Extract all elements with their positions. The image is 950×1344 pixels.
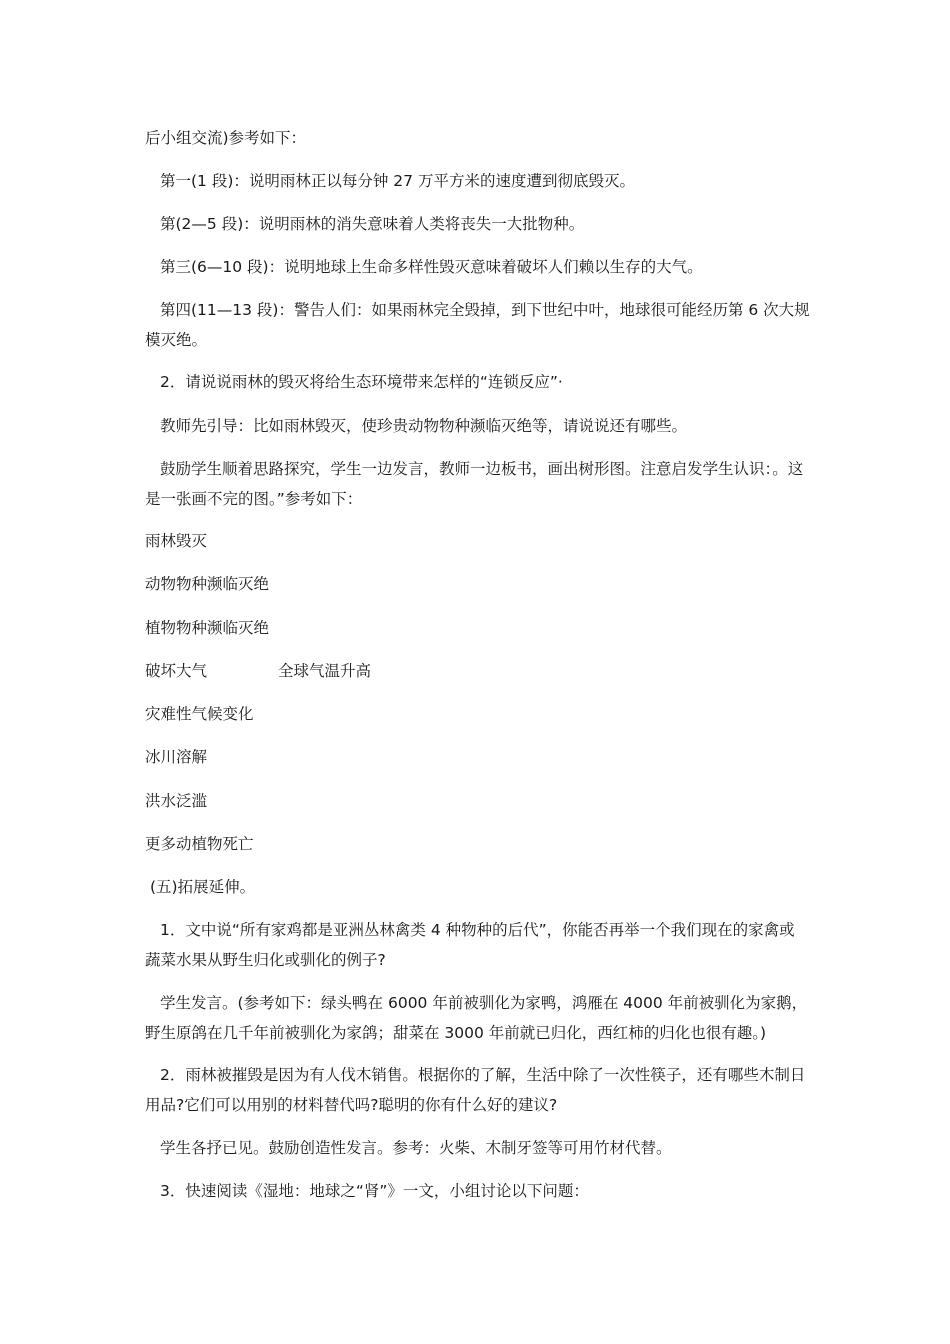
tree-node: 冰川溶解 bbox=[145, 748, 208, 766]
paragraph: 第一(1 段)：说明雨林正以每分钟 27 万平方米的速度遭到彻底毁灭。 bbox=[160, 172, 635, 190]
paragraph: 2．雨林被摧毁是因为有人伐木销售。根据你的了解，生活中除了一次性筷子，还有哪些木制日用品?它们可以用别的材料替代吗?聪明的你有什么好的建议? bbox=[145, 1066, 806, 1114]
tree-node: 动物物种濒临灭绝 bbox=[145, 575, 270, 593]
paragraph: 教师先引导：比如雨林毁灭，使珍贵动物物种濒临灭绝等，请说说还有哪些。 bbox=[160, 417, 688, 435]
tree-node-row bbox=[145, 656, 810, 686]
tree-node: 植物物种濒临灭绝 bbox=[145, 619, 270, 637]
tree-node: 破坏大气 bbox=[145, 662, 208, 680]
section-heading: (五)拓展延伸。 bbox=[150, 878, 256, 896]
paragraph: 第四(11—13 段)：警告人们：如果雨林完全毁掉，到下世纪中叶，地球很可能经历第 6 次大规模灭绝。 bbox=[145, 301, 810, 349]
paragraph: 后小组交流)参考如下： bbox=[145, 129, 307, 147]
paragraph: 3．快速阅读《湿地：地球之“肾”》一文，小组讨论以下问题： bbox=[160, 1182, 589, 1200]
paragraph: 学生各抒已见。鼓励创造性发言。参考：火柴、木制牙签等可用竹材代替。 bbox=[160, 1139, 672, 1157]
tree-node: 洪水泛滥 bbox=[145, 792, 208, 810]
tree-node: 雨林毁灭 bbox=[145, 532, 208, 550]
tree-node: 全球气温升高 bbox=[278, 662, 372, 680]
paragraph: 第(2—5 段)：说明雨林的消失意味着人类将丧失一大批物种。 bbox=[160, 215, 585, 233]
paragraph: 鼓励学生顺着思路探究，学生一边发言，教师一边板书，画出树形图。注意启发学生认识：。这是一张画不完的图。”参考如下： bbox=[145, 460, 804, 508]
tree-node: 更多动植物死亡 bbox=[145, 835, 254, 853]
paragraph: 1．文中说“所有家鸡都是亚洲丛林禽类 4 种物种的后代”，你能否再举一个我们现在的家禽或蔬菜水果从野生归化或驯化的例子? bbox=[145, 921, 795, 969]
tree-node: 灾难性气候变化 bbox=[145, 705, 254, 723]
paragraph: 2．请说说雨林的毁灭将给生态环境带来怎样的“连锁反应”· bbox=[160, 373, 563, 391]
paragraph: 第三(6—10 段)：说明地球上生命多样性毁灭意味着破坏人们赖以生存的大气。 bbox=[160, 258, 703, 276]
paragraph: 学生发言。(参考如下：绿头鸭在 6000 年前被驯化为家鸭，鸿雁在 4000 年前被驯化为家鹅，野生原鸽在几千年前被驯化为家鸽；甜菜在 3000 年前就已归化，西红柿的归化也很有趣。) bbox=[145, 994, 808, 1042]
